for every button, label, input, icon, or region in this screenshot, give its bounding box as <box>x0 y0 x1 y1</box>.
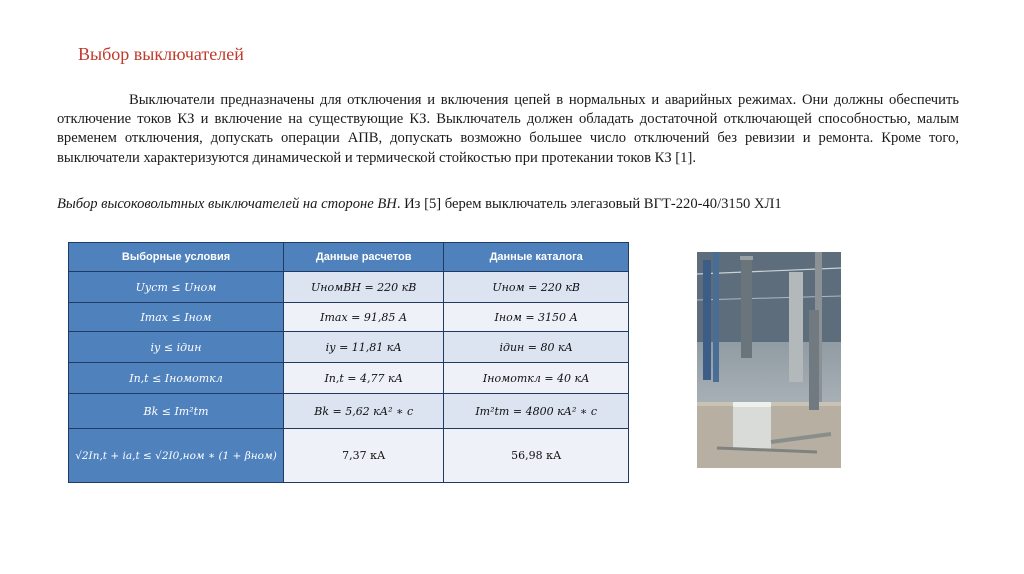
header-calc: Данные расчетов <box>284 243 444 272</box>
catalog-cell: Uном = 220 кВ <box>444 272 629 303</box>
header-conditions: Выборные условия <box>69 243 284 272</box>
calc-cell: Iп,t = 4,77 кА <box>284 363 444 394</box>
table-header-row <box>69 243 629 272</box>
table-row <box>69 363 629 394</box>
catalog-cell: iдин = 80 кА <box>444 332 629 363</box>
calc-cell: Bk = 5,62 кА² ∗ с <box>284 394 444 429</box>
photo-illustration <box>697 252 841 468</box>
catalog-cell: 56,98 кА <box>444 429 629 483</box>
slide-title: Выбор выключателей <box>78 44 244 64</box>
table-row <box>69 394 629 429</box>
subheading-rest: . Из [5] берем выключатель элегазовый ВГТ-220-40/3150 ХЛ1 <box>396 196 782 212</box>
intro-paragraph: Выключатели предназначены для отключения и включения цепей в нормальных и аварийных режимах. Они должны обеспечить отключение токов КЗ и включение на существующие КЗ. Выключатель должен обладать достаточной отключающей способностью, малым временем отключения, допускать операции АПВ, допускать возможно большее число отключений без ревизии и ремонта. Кроме того, выключатели характеризуются динамической и термической стойкостью при протекании токов КЗ [1]. <box>57 92 959 166</box>
calc-cell: iу = 11,81 кА <box>284 332 444 363</box>
condition-cell: Imax ≤ Iном <box>69 303 284 332</box>
subheading-italic: Выбор высоковольтных выключателей на стороне ВН <box>57 196 397 212</box>
table-row <box>69 429 629 483</box>
subheading <box>57 196 967 213</box>
table-row <box>69 272 629 303</box>
catalog-cell: Iном = 3150 А <box>444 303 629 332</box>
condition-cell: Iп,t ≤ Iномоткл <box>69 363 284 394</box>
circuit-breaker-photo <box>697 252 841 468</box>
selection-table <box>68 242 629 483</box>
calc-cell: 7,37 кА <box>284 429 444 483</box>
table-row <box>69 303 629 332</box>
header-catalog: Данные каталога <box>444 243 629 272</box>
catalog-cell: Iномоткл = 40 кА <box>444 363 629 394</box>
table-row <box>69 332 629 363</box>
calc-cell: Imax = 91,85 А <box>284 303 444 332</box>
condition-cell: √2Iп,t + iа,t ≤ √2I0,ном ∗ (1 + βном) <box>69 429 284 483</box>
calc-cell: UномВН = 220 кВ <box>284 272 444 303</box>
condition-cell: Bk ≤ Iт²tт <box>69 394 284 429</box>
condition-cell: Uуст ≤ Uном <box>69 272 284 303</box>
condition-cell: iу ≤ iдин <box>69 332 284 363</box>
catalog-cell: Iт²tт = 4800 кА² ∗ с <box>444 394 629 429</box>
